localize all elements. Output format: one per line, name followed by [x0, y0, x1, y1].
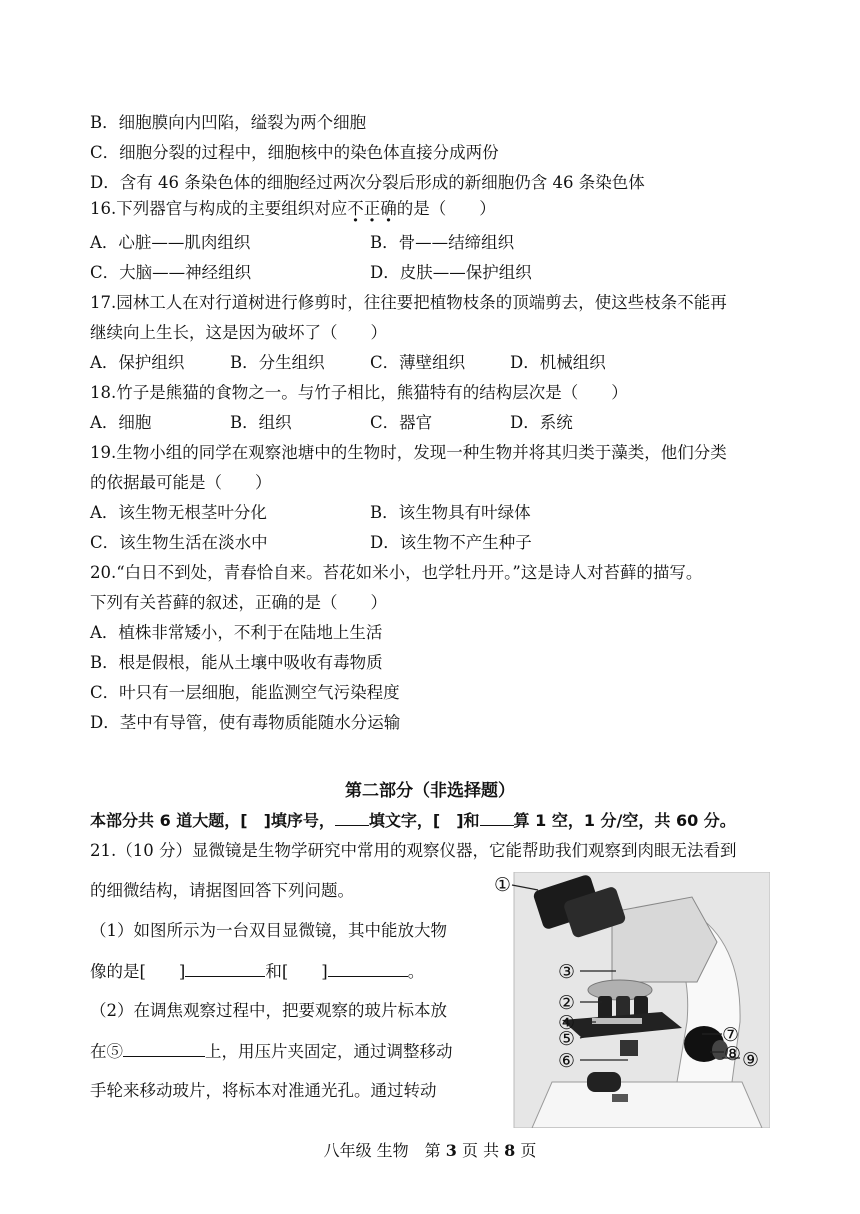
emphasis-char: 确 — [380, 199, 397, 218]
footer-suffix: 页 — [515, 1141, 537, 1160]
q17-option-b: B．分生组织 — [230, 353, 325, 372]
page-footer — [0, 1138, 860, 1161]
q21-part2-text-a: 在⑤ — [90, 1042, 123, 1061]
q16-stem-pre: 16.下列器官与构成的主要组织对应 — [90, 199, 348, 218]
q15-option-c: C．细胞分裂的过程中，细胞核中的染色体直接分成两份 — [90, 143, 499, 162]
q21-stem-line2: 的细微结构，请据图回答下列问题。 — [90, 881, 354, 900]
q16-option-a: A．心脏——肌肉组织 — [90, 233, 251, 252]
part2-instr-1: 本部分共 6 道大题，[ ]填序号， — [90, 811, 335, 830]
q21-part1-line1: （1）如图所示为一台双目显微镜，其中能放大物 — [90, 921, 447, 940]
q21-part2-line2 — [90, 1040, 453, 1063]
q18-option-b: B．组织 — [230, 413, 292, 432]
q20-stem-line1: 20.“白日不到处，青春恰自来。苔花如米小，也学牡丹开。”这是诗人对苔藓的描写。 — [90, 563, 703, 582]
q20-option-b: B．根是假根，能从土壤中吸收有毒物质 — [90, 653, 383, 672]
label-6: ⑥ — [558, 1050, 576, 1072]
q17-stem-line1: 17.园林工人在对行道树进行修剪时，往往要把植物枝条的顶端剪去，使这些枝条不能再 — [90, 293, 727, 312]
q17-option-d: D．机械组织 — [510, 353, 606, 372]
q21-part1-line2 — [90, 960, 424, 983]
label-2: ② — [558, 992, 576, 1014]
stage-clip — [592, 1018, 642, 1024]
emphasis-char: 正 — [363, 199, 381, 218]
q19-stem-line2: 的依据最可能是（ ） — [90, 473, 272, 492]
q21-part1-text-c: 。 — [407, 962, 425, 981]
q20-stem-line2: 下列有关苔藓的叙述，正确的是（ ） — [90, 593, 387, 612]
base-switch — [612, 1094, 628, 1102]
q18-option-d: D．系统 — [510, 413, 573, 432]
q19-option-a: A．该生物无根茎叶分化 — [90, 503, 267, 522]
answer-blank-3[interactable] — [123, 1040, 205, 1057]
q19-option-d: D．该生物不产生种子 — [370, 533, 532, 552]
q20-option-a: A．植株非常矮小，不利于在陆地上生活 — [90, 623, 383, 642]
q17-option-c: C．薄壁组织 — [370, 353, 466, 372]
q21-part2-text-b: 上，用压片夹固定，通过调整移动 — [205, 1042, 453, 1061]
q18-option-a: A．细胞 — [90, 413, 152, 432]
q21-part1-text-a: 像的是[ ] — [90, 962, 186, 981]
label-8: ⑧ — [724, 1043, 742, 1065]
condenser — [620, 1040, 638, 1056]
q21-stem-line1: 21.（10 分）显微镜是生物学研究中常用的观察仪器，它能帮助我们观察到肉眼无法看到 — [90, 841, 737, 860]
blank-sample-2 — [480, 809, 514, 826]
light-knob — [587, 1072, 621, 1092]
microscope-illustration — [492, 872, 770, 1128]
footer-total-pages: 8 — [504, 1141, 516, 1160]
q19-stem-line1: 19.生物小组的同学在观察池塘中的生物时，发现一种生物并将其归类于藻类，他们分类 — [90, 443, 727, 462]
q16-stem-post: 的是（ ） — [396, 199, 496, 218]
q20-option-c: C．叶只有一层细胞，能监测空气污染程度 — [90, 683, 400, 702]
q16-stem-emphasis — [347, 199, 397, 218]
q17-stem-line2: 继续向上生长，这是因为破坏了（ ） — [90, 323, 387, 342]
q21-part1-text-b: 和[ ] — [265, 962, 328, 981]
microscope-figure — [492, 872, 770, 1128]
label-7: ⑦ — [722, 1024, 740, 1046]
footer-middle: 页 共 — [456, 1141, 505, 1160]
label-3: ③ — [558, 961, 576, 983]
blank-sample-1 — [335, 809, 369, 826]
label-4: ④ — [558, 1012, 576, 1034]
emphasis-char: 不 — [347, 199, 364, 218]
q15-option-b: B．细胞膜向内凹陷，缢裂为两个细胞 — [90, 113, 367, 132]
q16-option-d: D．皮肤——保护组织 — [370, 263, 532, 282]
part2-instr-3: 算 1 空，1 分/空，共 60 分。 — [513, 811, 736, 830]
q16-option-b: B．骨——结缔组织 — [370, 233, 515, 252]
label-1: ① — [494, 874, 512, 896]
q19-option-c: C．该生物生活在淡水中 — [90, 533, 268, 552]
part2-instructions — [90, 808, 736, 831]
answer-blank-1[interactable] — [185, 960, 265, 977]
q15-option-d: D．含有 46 条染色体的细胞经过两次分裂后形成的新细胞仍含 46 条染色体 — [90, 173, 645, 192]
footer-prefix: 八年级 生物 第 — [323, 1141, 446, 1160]
q21-part2-line3: 手轮来移动玻片，将标本对准通光孔。通过转动 — [90, 1081, 437, 1100]
q16-stem — [90, 198, 496, 220]
q18-stem: 18.竹子是熊猫的食物之一。与竹子相比，熊猫特有的结构层次是（ ） — [90, 383, 628, 402]
footer-page-number: 3 — [445, 1141, 457, 1160]
q19-option-b: B．该生物具有叶绿体 — [370, 503, 531, 522]
q16-emphasis-text — [347, 199, 397, 218]
q20-option-d: D．茎中有导管，使有毒物质能随水分运输 — [90, 713, 401, 732]
q18-option-c: C．器官 — [370, 413, 433, 432]
part2-title: 第二部分（非选择题） — [345, 781, 515, 801]
q21-part2-line1: （2）在调焦观察过程中，把要观察的玻片标本放 — [90, 1001, 447, 1020]
answer-blank-2[interactable] — [328, 960, 408, 977]
label-9: ⑨ — [742, 1049, 760, 1071]
q17-option-a: A．保护组织 — [90, 353, 185, 372]
part2-instr-2: 填文字，[ ]和 — [368, 811, 480, 830]
microscope-base — [532, 1082, 762, 1128]
q16-option-c: C．大脑——神经组织 — [90, 263, 252, 282]
label-5: ⑤ — [558, 1028, 576, 1050]
